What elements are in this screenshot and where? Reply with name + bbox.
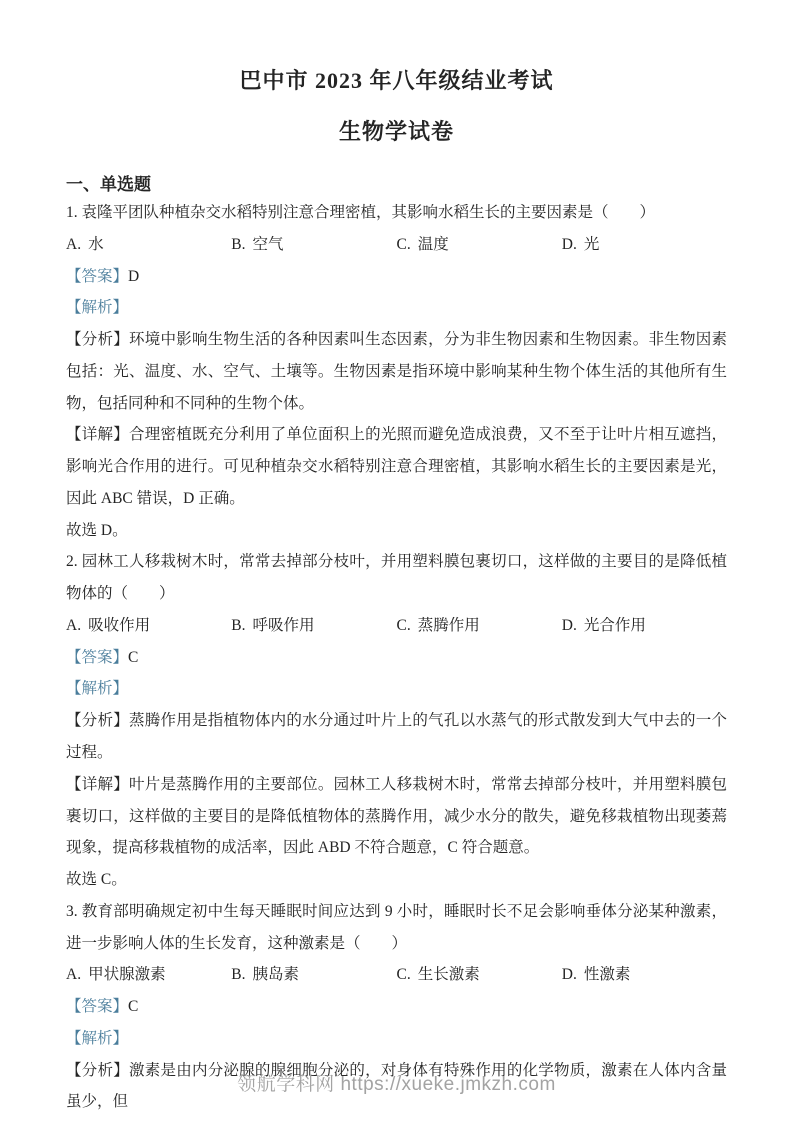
explanation-paragraph: 故选 C。 [66,871,127,889]
analysis-label: 【解析】 [66,680,129,698]
option-text: 甲状腺激素 [88,966,166,984]
option-label: C. [396,616,411,634]
option-label: A. [66,616,82,634]
option-text: 光合作用 [583,616,646,634]
option-c [397,959,562,991]
explanation-paragraph: 【详解】合理密植既充分利用了单位面积上的光照而避免造成浪费，又不至于让叶片相互遮挡，影响光合作用的进行。可见种植杂交水稻特别注意合理密植，其影响水稻生长的主要因素是光，因此 ABC 错误，D 正确。 [66,426,727,507]
option-text: 呼吸作用 [252,616,315,634]
option-b [231,229,396,261]
options-row [66,229,727,261]
explanation-paragraph: 【详解】叶片是蒸腾作用的主要部位。园林工人移栽树木时，常常去掉部分枝叶，并用塑料膜包裹切口，这样做的主要目的是降低植物体的蒸腾作用，减少水分的散失，避免移栽植物出现萎蔫现象，提高移栽植物的成活率，因此 ABD 不符合题意，C 符合题意。 [66,775,727,857]
option-b [231,610,396,642]
option-text: 性激素 [583,966,631,984]
question-stem: 3. 教育部明确规定初中生每天睡眠时间应达到 9 小时，睡眠时长不足会影响垂体分泌某种激素，进一步影响人体的生长发育，这种激素是（ ） [66,902,727,952]
analysis-heading [66,673,727,705]
answer-label: 【答案】 [66,648,129,666]
option-text: 空气 [252,235,284,253]
options-row [66,610,727,642]
option-text: 生长激素 [417,966,480,984]
option-c [397,229,562,261]
answer-line [66,991,727,1023]
question-stem: 2. 园林工人移栽树木时，常常去掉部分枝叶，并用塑料膜包裹切口，这样做的主要目的是降低植物体的（ ） [66,553,727,603]
option-label: A. [66,966,82,984]
answer-label: 【答案】 [66,267,129,285]
question-block-1 [66,197,727,546]
explanation-paragraph: 【分析】激素是由内分泌腺的腺细胞分泌的，对身体有特殊作用的化学物质，激素在人体内含量虽少，但 [66,1061,727,1111]
option-text: 吸收作用 [88,616,151,634]
answer-line [66,642,727,674]
answer-value: C [128,998,139,1016]
option-label: B. [231,235,246,253]
answer-label: 【答案】 [66,998,129,1016]
watermark: 领航学科网 https://xueke.jmkzh.com [237,1074,556,1095]
option-c [397,610,562,642]
question-stem: 1. 袁隆平团队种植杂交水稻特别注意合理密植，其影响水稻生长的主要因素是（ ） [66,204,656,221]
option-label: A. [66,235,82,253]
explanation-paragraph: 【分析】环境中影响生物生活的各种因素叫生态因素，分为非生物因素和生物因素。非生物因素包括：光、温度、水、空气、土壤等。生物因素是指环境中影响某种生物个体生活的其他所有生物，包括同种和不同种的生物个体。 [66,331,727,412]
option-text: 蒸腾作用 [417,616,480,634]
explanation-paragraph: 【分析】蒸腾作用是指植物体内的水分通过叶片上的气孔以水蒸气的形式散发到大气中去的一个过程。 [66,712,727,762]
option-a [66,959,231,991]
page-subtitle: 生物学试卷 [338,119,454,144]
option-d [562,229,727,261]
option-label: D. [561,235,577,253]
option-text: 光 [583,235,600,253]
option-d [562,610,727,642]
answer-line [66,261,727,293]
option-label: B. [231,966,246,984]
option-label: D. [561,616,577,634]
option-text: 胰岛素 [252,966,299,984]
analysis-label: 【解析】 [66,299,129,317]
analysis-heading [66,1023,727,1055]
option-label: B. [231,616,246,634]
option-label: C. [396,966,411,984]
analysis-heading [66,292,727,324]
explanation-paragraph: 故选 D。 [66,521,128,539]
question-block-2 [66,546,727,895]
option-label: C. [396,235,411,253]
option-a [66,229,231,261]
option-text: 温度 [417,235,449,253]
analysis-label: 【解析】 [66,1029,129,1047]
option-a [66,610,231,642]
option-d [562,959,727,991]
option-label: D. [561,966,577,984]
answer-value: D [128,267,140,285]
answer-value: C [128,648,139,666]
page-title: 巴中市 2023 年八年级结业考试 [239,68,554,93]
options-row [66,959,727,991]
option-b [231,959,396,991]
option-text: 水 [88,235,104,253]
section-heading: 一、单选题 [66,175,151,194]
